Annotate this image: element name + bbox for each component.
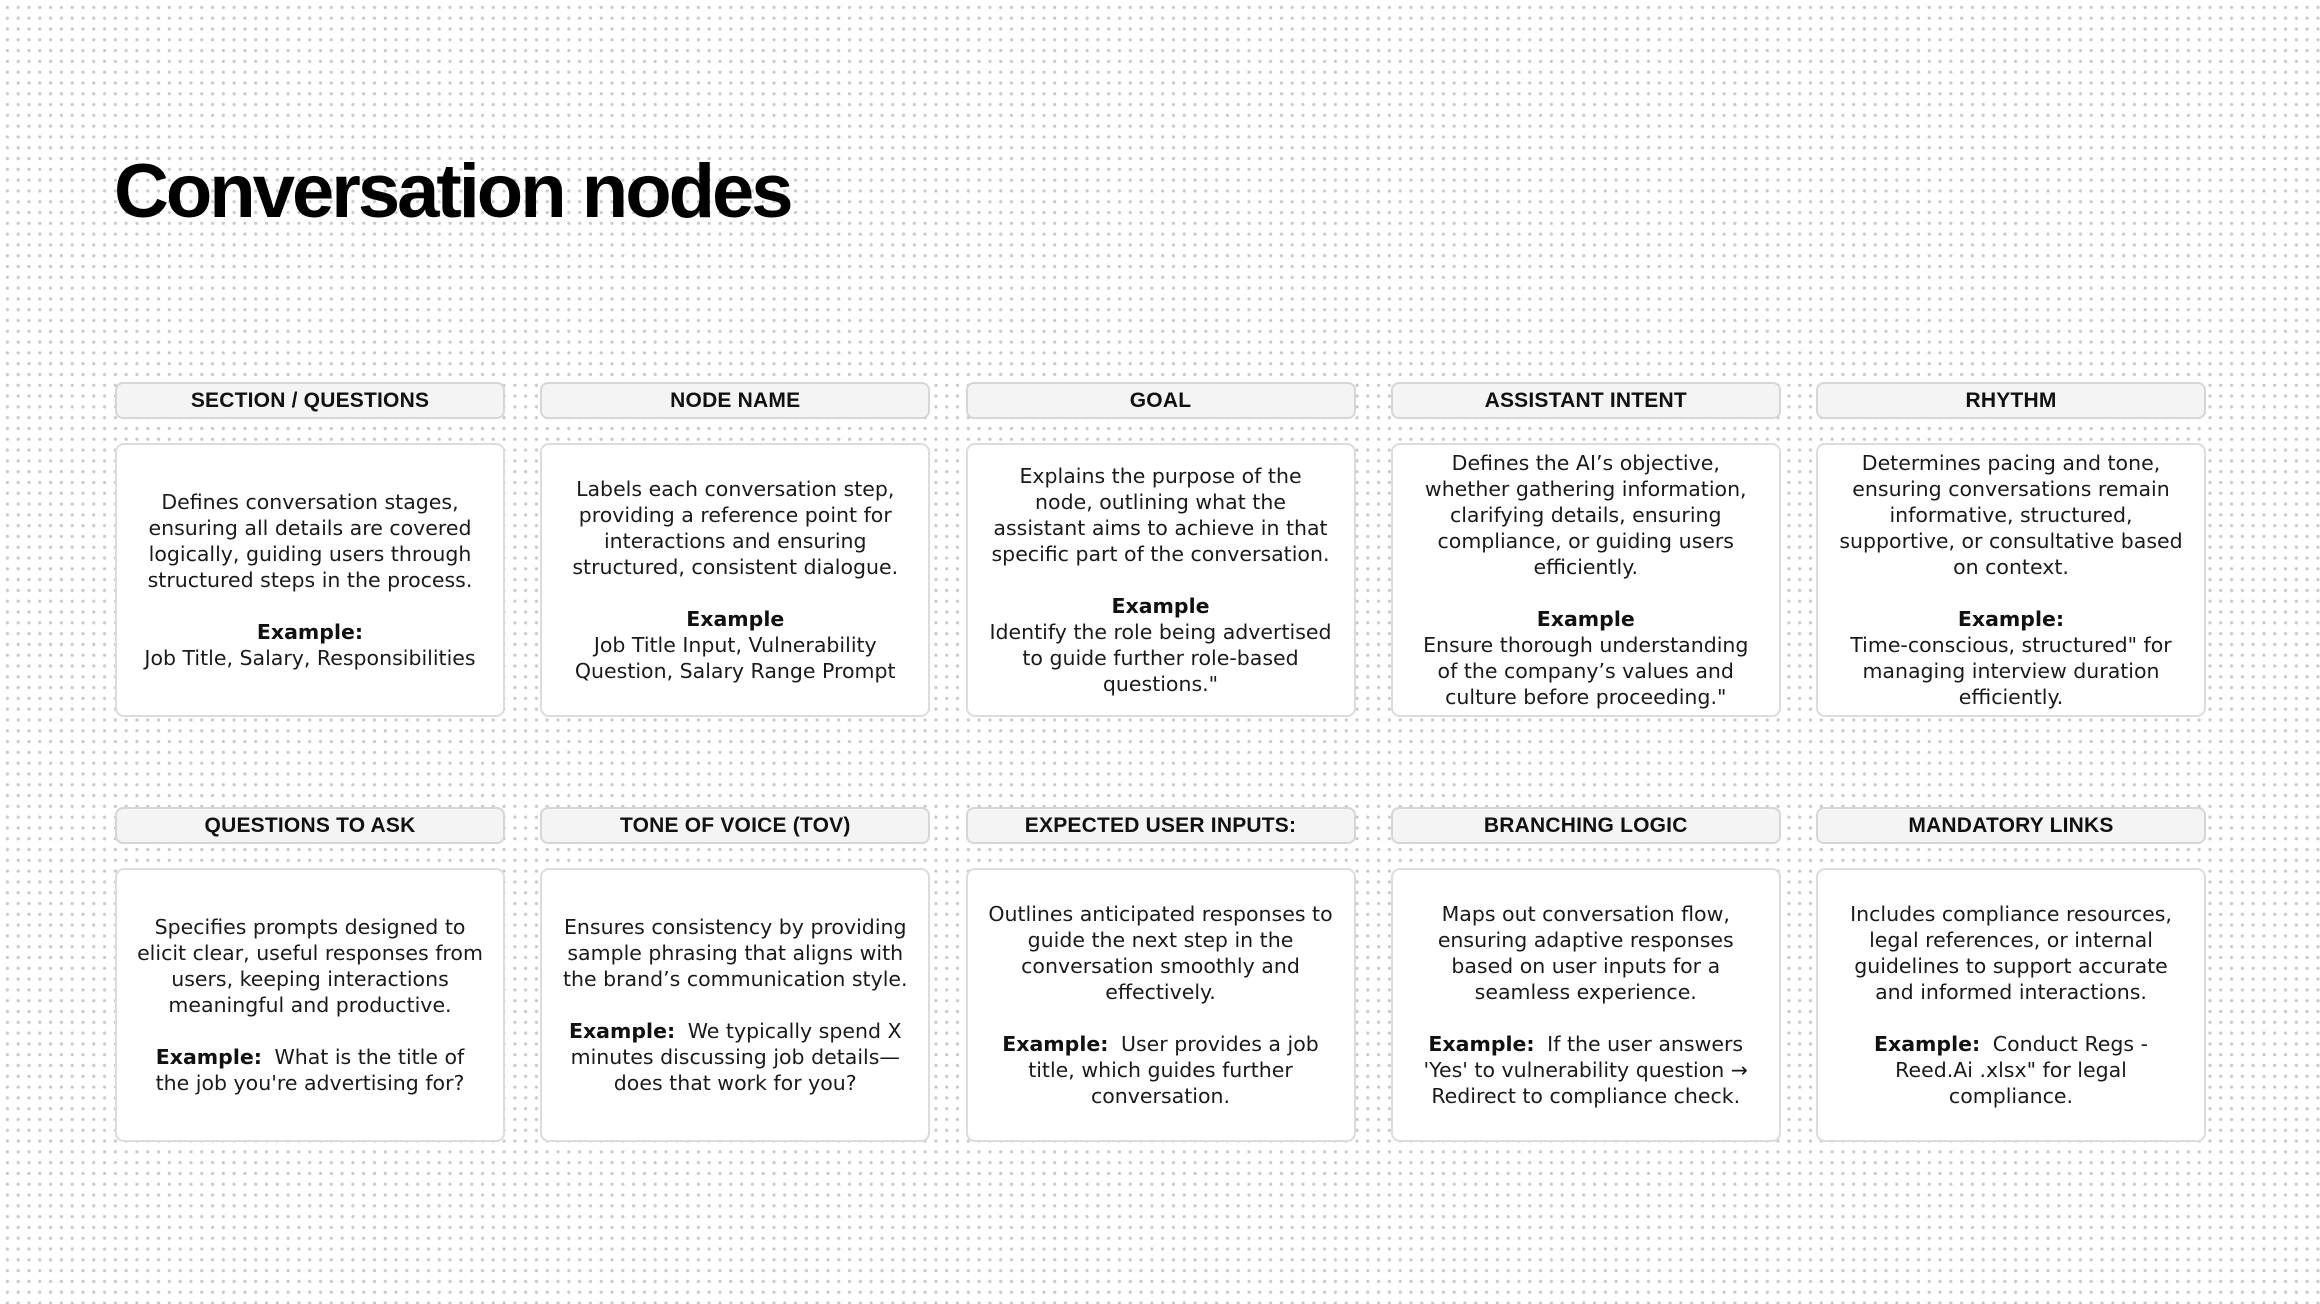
node-header: BRANCHING LOGIC bbox=[1391, 807, 1781, 844]
node-rhythm bbox=[1816, 382, 2206, 717]
node-expected-user-inputs bbox=[966, 807, 1356, 1142]
node-header: NODE NAME bbox=[540, 382, 930, 419]
node-card bbox=[1816, 868, 2206, 1142]
example-text: Time-conscious, structured" for managing interview duration efficiently. bbox=[1850, 633, 2172, 709]
node-goal bbox=[966, 382, 1356, 717]
node-node-name bbox=[540, 382, 930, 717]
node-questions-to-ask bbox=[115, 807, 505, 1142]
node-assistant-intent bbox=[1391, 382, 1781, 717]
node-description: Specifies prompts designed to elicit clear, useful responses from users, keeping interactions meaningful and productive. bbox=[137, 915, 483, 1017]
example-text: Job Title Input, Vulnerability Question, Salary Range Prompt bbox=[574, 633, 896, 683]
example-label: Example: bbox=[1874, 1032, 1981, 1056]
node-example bbox=[988, 593, 1334, 697]
node-section-questions bbox=[115, 382, 505, 717]
example-label: Example: bbox=[1428, 1032, 1535, 1056]
node-description: Maps out conversation flow, ensuring adaptive responses based on user inputs for a seamless experience. bbox=[1437, 902, 1734, 1004]
node-mandatory-links bbox=[1816, 807, 2206, 1142]
node-header: EXPECTED USER INPUTS: bbox=[966, 807, 1356, 844]
example-label: Example: bbox=[155, 1045, 262, 1069]
node-example bbox=[1413, 606, 1759, 710]
example-label: Example: bbox=[256, 620, 364, 644]
page-title: Conversation nodes bbox=[114, 149, 791, 234]
example-label: Example: bbox=[568, 1019, 676, 1043]
node-example bbox=[562, 1018, 908, 1096]
node-example bbox=[1413, 1031, 1759, 1109]
node-header: SECTION / QUESTIONS bbox=[115, 382, 505, 419]
node-example bbox=[988, 1031, 1334, 1109]
example-text: If the user answers 'Yes' to vulnerability question → Redirect to compliance check. bbox=[1423, 1032, 1748, 1108]
node-tone-of-voice bbox=[540, 807, 930, 1142]
nodes-row-bottom bbox=[115, 807, 2206, 1142]
node-card bbox=[966, 443, 1356, 717]
node-branching-logic bbox=[1391, 807, 1781, 1142]
node-card bbox=[1391, 443, 1781, 717]
example-label: Example bbox=[1111, 594, 1210, 618]
node-example bbox=[562, 606, 908, 684]
node-card bbox=[1391, 868, 1781, 1142]
example-text: Conduct Regs - Reed.Ai .xlsx" for legal compliance. bbox=[1895, 1032, 2148, 1108]
example-label: Example bbox=[1536, 607, 1635, 631]
example-label: Example: bbox=[1957, 607, 2065, 631]
nodes-row-top bbox=[115, 382, 2206, 717]
node-card bbox=[1816, 443, 2206, 717]
node-card bbox=[540, 443, 930, 717]
example-text: Job Title, Salary, Responsibilities bbox=[144, 646, 476, 670]
node-header: MANDATORY LINKS bbox=[1816, 807, 2206, 844]
node-description: Labels each conversation step, providing a reference point for interactions and ensuring structured, consistent dialogue. bbox=[572, 477, 899, 579]
node-example bbox=[137, 1044, 483, 1096]
node-description: Defines the AI’s objective, whether gathering information, clarifying details, ensuring compliance, or guiding users efficiently. bbox=[1424, 451, 1747, 579]
node-description: Includes compliance resources, legal references, or internal guidelines to support accurate and informed interactions. bbox=[1850, 902, 2172, 1004]
example-text: Identify the role being advertised to guide further role-based questions." bbox=[989, 620, 1332, 696]
node-description: Determines pacing and tone, ensuring conversations remain informative, structured, supportive, or consultative based on context. bbox=[1839, 451, 2183, 579]
node-card bbox=[540, 868, 930, 1142]
node-example bbox=[1838, 1031, 2184, 1109]
example-text: Ensure thorough understanding of the company’s values and culture before proceeding." bbox=[1423, 633, 1749, 709]
example-text: What is the title of the job you're advertising for? bbox=[155, 1045, 465, 1095]
node-description: Explains the purpose of the node, outlining what the assistant aims to achieve in that specific part of the conversation. bbox=[991, 464, 1330, 566]
node-card bbox=[966, 868, 1356, 1142]
node-header: RHYTHM bbox=[1816, 382, 2206, 419]
example-label: Example bbox=[686, 607, 785, 631]
node-card bbox=[115, 868, 505, 1142]
node-header: GOAL bbox=[966, 382, 1356, 419]
example-text: We typically spend X minutes discussing job details—does that work for you? bbox=[570, 1019, 902, 1095]
node-header: ASSISTANT INTENT bbox=[1391, 382, 1781, 419]
node-description: Defines conversation stages, ensuring all details are covered logically, guiding users through structured steps in the process. bbox=[147, 490, 473, 592]
node-header: QUESTIONS TO ASK bbox=[115, 807, 505, 844]
example-text: User provides a job title, which guides further conversation. bbox=[1028, 1032, 1319, 1108]
node-description: Outlines anticipated responses to guide the next step in the conversation smoothly and effectively. bbox=[988, 902, 1333, 1004]
node-example bbox=[1838, 606, 2184, 710]
node-description: Ensures consistency by providing sample phrasing that aligns with the brand’s communication style. bbox=[562, 915, 908, 991]
example-label: Example: bbox=[1002, 1032, 1109, 1056]
node-example bbox=[144, 619, 475, 671]
node-header: TONE OF VOICE (TOV) bbox=[540, 807, 930, 844]
node-card bbox=[115, 443, 505, 717]
